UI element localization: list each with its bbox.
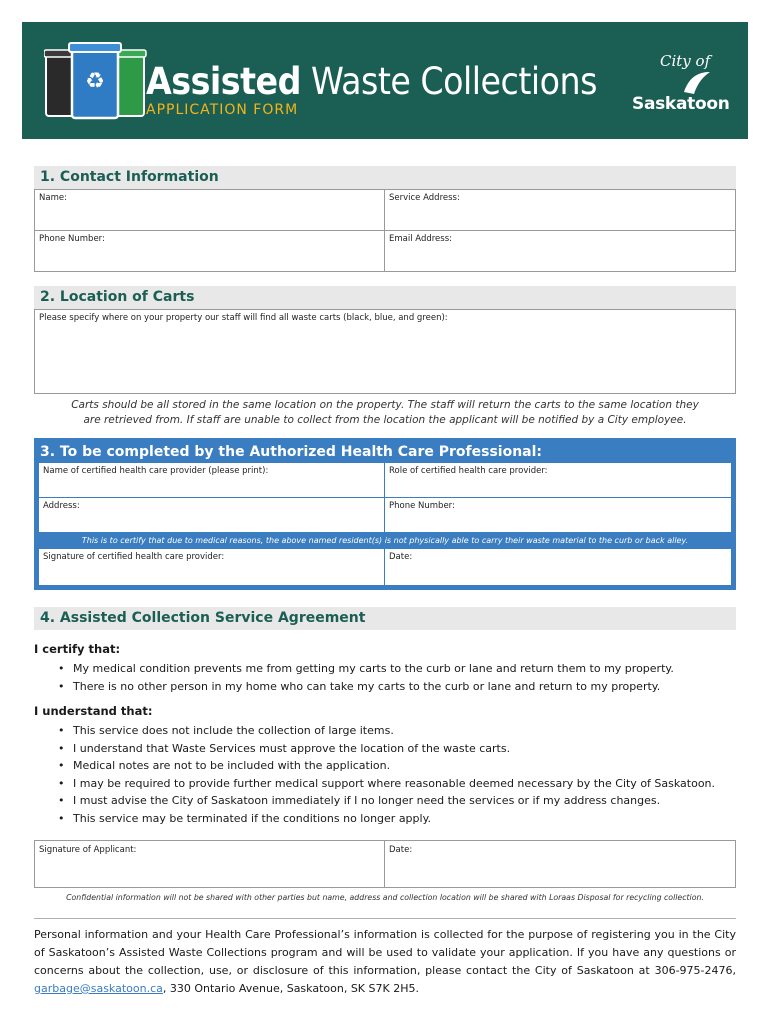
certify-heading: I certify that: (34, 642, 121, 656)
certify-statement: This is to certify that due to medical reasons, the above named resident(s) is not physically able to carry their waste material to the curb or back alley. (81, 536, 689, 545)
header-banner (22, 22, 748, 139)
list-item: • I understand that Waste Services must approve the location of the waste carts. (58, 740, 715, 758)
provider-address-field[interactable] (38, 497, 385, 533)
note-line-2: are retrieved from. If staff are unable to collect from the location the applicant will be notified by a City employee. (83, 414, 687, 426)
provider-name-field[interactable] (38, 462, 385, 498)
section-4-title: 4. Assisted Collection Service Agreement (40, 610, 366, 626)
list-item: • Medical notes are not to be included with the application. (58, 757, 715, 775)
section-2-header (34, 286, 736, 309)
list-item: • I must advise the City of Saskatoon immediately if I no longer need the services or if my address changes. (58, 792, 715, 810)
email-field[interactable] (384, 230, 736, 272)
cart-location-field[interactable] (34, 309, 736, 394)
applicant-date-field[interactable] (384, 840, 736, 888)
provider-role-field[interactable] (384, 462, 732, 498)
provider-role-label: Role of certified health care provider: (389, 466, 548, 476)
service-address-field[interactable] (384, 189, 736, 231)
provider-signature-field[interactable] (38, 548, 385, 586)
applicant-date-label: Date: (389, 845, 413, 855)
logo-city-text: City of (660, 52, 711, 70)
list-item: • This service may be terminated if the conditions no longer apply. (58, 810, 715, 828)
list-item: • This service does not include the collection of large items. (58, 722, 715, 740)
email-label: Email Address: (389, 234, 452, 244)
divider (34, 918, 736, 919)
applicant-signature-label: Signature of Applicant: (39, 845, 137, 855)
provider-address-label: Address: (43, 501, 80, 511)
phone-field[interactable] (34, 230, 385, 272)
contact-email-link[interactable]: garbage@saskatoon.ca (34, 982, 163, 995)
service-address-label: Service Address: (389, 193, 460, 203)
section-4-header (34, 607, 736, 630)
privacy-statement (34, 926, 736, 998)
svg-text:♻: ♻ (85, 69, 105, 94)
list-item: • My medical condition prevents me from getting my carts to the curb or lane and return them to my property. (58, 660, 674, 678)
applicant-signature-field[interactable] (34, 840, 385, 888)
section-2-title: 2. Location of Carts (40, 289, 195, 305)
cart-storage-note (34, 398, 736, 428)
understand-list (58, 722, 715, 827)
note-line-1: Carts should be all stored in the same location on the property. The staff will return the carts to the same location they (71, 399, 699, 411)
provider-signature-label: Signature of certified health care provider: (43, 552, 225, 562)
form-title (146, 60, 597, 103)
name-field[interactable] (34, 189, 385, 231)
name-label: Name: (39, 193, 67, 203)
privacy-text: Personal information and your Health Care Professional’s information is collected for the purpose of registering you in the City of Saskatoon’s Assisted Waste Collections program and will be used to validate your application. If you have any questions or concerns about the collection, use, or disclosure of this information, please contact the City of Saskatoon at 306-975-2476, (34, 928, 736, 977)
privacy-text-end: , 330 Ontario Avenue, Saskatoon, SK S7K 2H5. (162, 982, 419, 995)
provider-phone-field[interactable] (384, 497, 732, 533)
provider-date-field[interactable] (384, 548, 732, 586)
understand-heading: I understand that: (34, 704, 153, 718)
logo-name-text: Saskatoon (632, 94, 730, 114)
waste-bins-icon (44, 42, 152, 120)
phone-label: Phone Number: (39, 234, 105, 244)
list-item: • I may be required to provide further medical support where reasonable deemed necessary by the City of Saskatoon. (58, 775, 715, 793)
logo-swoosh-icon (680, 70, 714, 96)
section-1-title: 1. Contact Information (40, 169, 219, 185)
cart-location-prompt: Please specify where on your property our staff will find all waste carts (black, blue, and green): (39, 313, 448, 323)
section-1-header (34, 166, 736, 189)
confidential-note: Confidential information will not be shared with other parties but name, address and collection location will be shared with Loraas Disposal for recycling collection. (66, 893, 704, 902)
title-light: Waste Collections (311, 60, 597, 103)
provider-phone-label: Phone Number: (389, 501, 455, 511)
city-logo (632, 50, 732, 120)
section-3-title: 3. To be completed by the Authorized Health Care Professional: (40, 444, 543, 460)
section-3-header (34, 441, 736, 464)
provider-date-label: Date: (389, 552, 413, 562)
provider-name-label: Name of certified health care provider (please print): (43, 466, 269, 476)
certify-list (58, 660, 674, 695)
list-item: • There is no other person in my home who can take my carts to the curb or lane and return to my property. (58, 678, 674, 696)
title-bold: Assisted (146, 60, 301, 103)
form-subtitle: APPLICATION FORM (146, 102, 299, 118)
